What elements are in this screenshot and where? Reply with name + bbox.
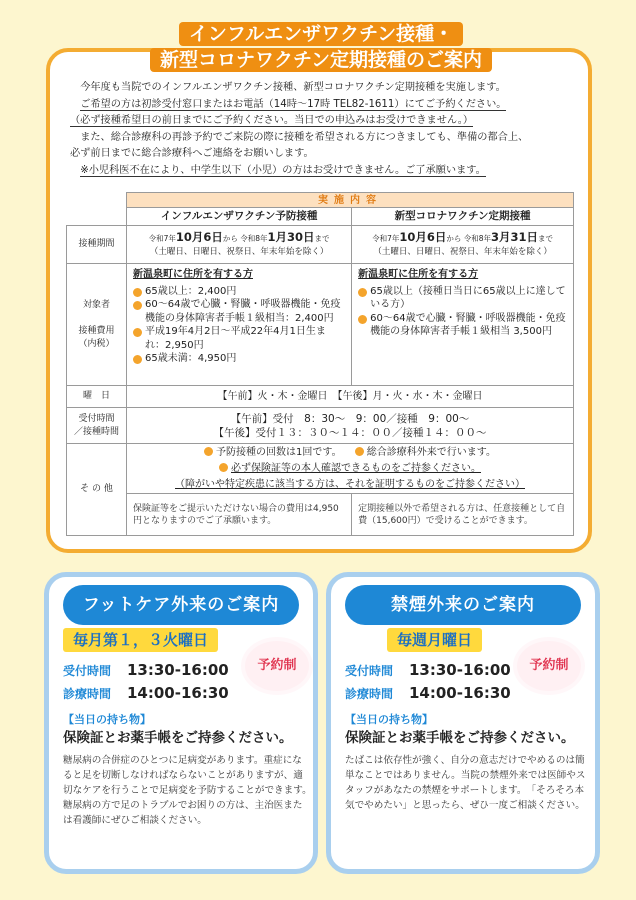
row-label-other: そ の 他 <box>67 444 127 536</box>
row-label-reception: 受付時間 ／接種時間 <box>67 408 127 444</box>
smoking-reception-value: 13:30-16:00 <box>409 661 511 679</box>
table-corner <box>67 193 127 208</box>
reception-times: 【午前】受付 8：30〜 9：00／接種 9：00〜 【午後】受付１３：３０〜１４：００／接種１４：００〜 <box>127 408 574 444</box>
flu-title <box>106 22 536 74</box>
flu-elig-item: 60〜64歳で心臓・腎臓・呼吸器機能・免疫機能の身体障害者手帳１級相当：2,400円 <box>133 298 345 325</box>
flu-period: 令和7年10月6日から 令和8年1月30日まで （土曜日、日曜日、祝祭日、年末年始を除く） <box>127 226 352 264</box>
covid-period: 令和7年10月6日から 令和8年3月31日まで （土曜日、日曜日、祝祭日、年末年始を除く） <box>352 226 574 264</box>
foot-care-times <box>63 659 229 705</box>
foot-reception-value: 13:30-16:00 <box>127 661 229 679</box>
flu-intro <box>70 80 580 179</box>
foot-care-description: 糖尿病の合併症のひとつに足病変があります。重症になると足を切断しなければならないことがありますが、適切なケアを行うことで足病変を予防することができます。 糖尿病の方で足のトラブルでお困りの方は、主治医または看護師にぜひご相談ください。 <box>63 755 317 826</box>
smoking-day: 毎週月曜日 <box>387 628 482 652</box>
other-notes: 予防接種の回数は1回です。 総合診療科外来で行います。 必ず保険証等の本人確認できるものをご持参ください。 （障がいや特定疾患に該当する方は、それを証明するものをご持参ください） <box>127 444 574 494</box>
intro-line-4: また、総合診療科の再診予約でご来院の際に接種を希望される方につきましても、準備の都合上、 <box>80 131 529 143</box>
foot-care-panel <box>44 572 318 874</box>
covid-elig-item: 60〜64歳で心臓・腎臓・呼吸器機能・免疫機能の身体障害者手帳１級相当 3,500円 <box>358 312 567 339</box>
covid-eligibility: 新温泉町に住所を有する方 65歳以上（接種日当日に65歳以上に達している方） 60〜64歳で心臓・腎臓・呼吸器機能・免疫機能の身体障害者手帳１級相当 3,500円 <box>352 264 574 386</box>
row-label-period: 接種期間 <box>67 226 127 264</box>
smoking-title: 禁煙外来のご案内 <box>345 585 581 625</box>
table-corner-2 <box>67 208 127 226</box>
vaccine-detail-table <box>66 192 574 536</box>
covid-other-note: 定期接種以外で希望される方は、任意接種として自費（15,600円）で受けることができます。 <box>352 494 574 536</box>
smoking-bring-label: 【当日の持ち物】 <box>345 713 433 726</box>
smoking-reserve-badge: 予約制 <box>517 641 581 691</box>
foot-exam-label: 診療時間 <box>63 687 112 701</box>
covid-elig-item: 65歳以上（接種日当日に65歳以上に達している方） <box>358 285 567 312</box>
intro-line-2: ご希望の方は初診受付窓口またはお電話（14時〜17時 TEL82-1611）にてご予約ください。 <box>80 98 507 110</box>
intro-line-1: 今年度も当院でのインフルエンザワクチン接種、新型コロナワクチン定期接種を実施します。 <box>80 82 506 93</box>
foot-care-day: 毎月第１，３火曜日 <box>63 628 218 652</box>
foot-care-reserve-badge: 予約制 <box>245 641 309 691</box>
smoking-exam-value: 14:00-16:30 <box>409 684 511 702</box>
smoking-description: たばこは依存性が強く、自分の意志だけでやめるのは簡単なことではありません。当院の禁煙外来では医師やスタッフがあなたの禁煙をサポートします。 「そろそろ本気でやめたい」と思ったら、ぜひ一度ご相談ください。 <box>345 755 586 811</box>
smoking-exam-label: 診療時間 <box>345 687 394 701</box>
row-label-day: 曜 日 <box>67 386 127 408</box>
intro-line-6: ※小児科医不在により、中学生以下（小児）の方はお受けできません。ご了承願います。 <box>80 164 486 176</box>
smoking-cessation-panel <box>326 572 600 874</box>
smoking-reception-label: 受付時間 <box>345 664 394 678</box>
flu-elig-item: 65歳以上：2,400円 <box>133 285 345 299</box>
flu-title-line2: 新型コロナワクチン定期接種のご案内 <box>150 48 492 72</box>
smoking-times <box>345 659 511 705</box>
flu-elig-item: 平成19年4月2日〜平成22年4月1日生まれ：2,950円 <box>133 325 345 352</box>
smoking-bring-text: 保険証とお薬手帳をご持参ください。 <box>345 730 575 746</box>
table-header: 実施内容 <box>127 193 574 208</box>
foot-care-title: フットケア外来のご案内 <box>63 585 299 625</box>
flu-eligibility: 新温泉町に住所を有する方 65歳以上：2,400円 60〜64歳で心臓・腎臓・呼吸器機能・免疫機能の身体障害者手帳１級相当：2,400円 平成19年4月2日〜平成22年4月1日生まれ：2,950円 65歳未満：4,950円 <box>127 264 352 386</box>
foot-reception-label: 受付時間 <box>63 664 112 678</box>
col-covid-header: 新型コロナワクチン定期接種 <box>352 208 574 226</box>
flu-elig-item: 65歳未満：4,950円 <box>133 352 345 366</box>
row-label-target: 対象者 接種費用 （内税） <box>67 264 127 386</box>
flu-title-line1: インフルエンザワクチン接種・ <box>179 22 463 46</box>
intro-line-5: 必ず前日までに総合診療科へご連絡をお願いします。 <box>70 148 314 159</box>
day-text: 【午前】火・木・金曜日 【午後】月・火・水・木・金曜日 <box>127 386 574 408</box>
foot-bring-label: 【当日の持ち物】 <box>63 713 151 726</box>
intro-line-3: （必ず接種希望日の前日までにご予約ください。当日での申込みはお受けできません。） <box>70 115 474 126</box>
col-flu-header: インフルエンザワクチン予防接種 <box>127 208 352 226</box>
flu-other-note: 保険証等をご提示いただけない場合の費用は4,950円となりますのでご了承願います。 <box>127 494 352 536</box>
foot-exam-value: 14:00-16:30 <box>127 684 229 702</box>
foot-bring-text: 保険証とお薬手帳をご持参ください。 <box>63 730 293 746</box>
